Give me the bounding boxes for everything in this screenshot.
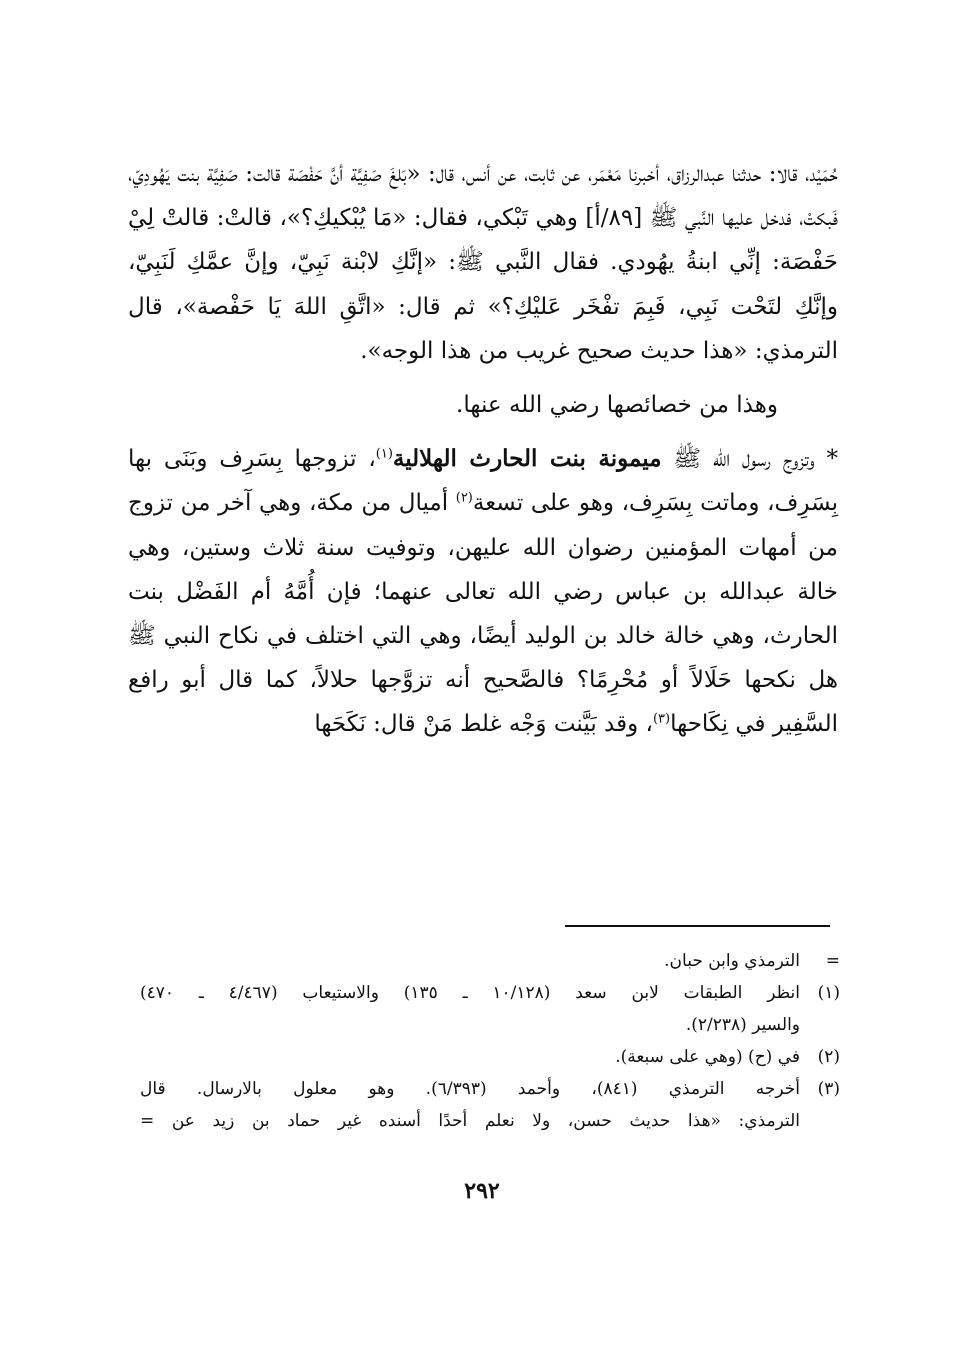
footnote-continuation-mark: =: [825, 951, 840, 971]
main-text: [128, 152, 838, 747]
footnote-3-text: [140, 1073, 800, 1137]
footnote-continuation-text: الترمذي وابن حبان.: [664, 951, 800, 971]
footnote-2-text: في (ح) (وهي على سبعة).: [615, 1047, 800, 1067]
footnote-1-text: [140, 977, 800, 1041]
section-text-part4: ، وقد بَيَّنت وَجْه غلط مَنْ قال: نَكَحَها: [314, 711, 653, 738]
section-star: *: [814, 446, 838, 473]
footnote-3-mark: (٣): [817, 1079, 840, 1099]
footnote-ref-1: (١): [375, 446, 393, 462]
section-heading-name: ميمونة بنت الحارث الهلالية: [392, 445, 662, 473]
footnote-ref-2: (٢): [455, 490, 473, 506]
paragraph-maymuna: [128, 437, 838, 746]
footnote-3-line-2: الترمذي: «هذا حديث حسن، ولا نعلم أحدًا أسنده غير حماد بن زيد عن =: [140, 1111, 800, 1131]
footnote-1-mark: (١): [817, 983, 840, 1003]
footnote-separator: [565, 925, 830, 927]
footnotes: [140, 945, 840, 1137]
paragraph-khasais: وهذا من خصائصها رضي الله عنها.: [456, 392, 778, 419]
footnote-1-line-2: والسير (٢/٢٣٨).: [685, 1015, 800, 1035]
page-number: ٢٩٢: [464, 1178, 500, 1204]
paragraph-hadith: حُمَيْد، قالا: حدثنا عبدالرزاق، أخبرنا مَعْمَر، عن ثابت، عن أنس، قال: «بَلغَ صَفِيَّة أنَّ حَفْصَة قالت: صَفِيَّة بنت يَهُودِيّ، فَبكتْ، فدخل عليها النَّبي ﷺ [٨٩/أ] وهي تَبْكي، فقال: «مَا يُبْكيكِ؟»، قالتْ: قالتْ لِيْ حَفْصَة: إنِّي ابنةُ يهُودي. فقال النَّبي ﷺ: «إنَّكِ لابْنة نَبِيّ، وإنَّ عمَّكِ لَنَبِيّ، وإنَّكِ لتَحْت نَبِي، فَبِمَ تفْخَر عَليْكِ؟» ثم قال: «اتَّقِ اللهَ يَا حَفْصة»، قال الترمذي: «هذا حديث صحيح غريب من هذا الوجه».: [128, 161, 838, 364]
section-text-part3: أميال من مكة، وهي آخر من تزوج من أمهات المؤمنين رضوان الله عليهن، وتوفيت سنة ثلاث وستين، وهي خالة عبدالله بن عباس رضي الله تعالى عنهما؛ فإن أُمَّهُ أم الفَضْل بنت الحارث، وهي خالة خالد بن الوليد أيضًا، وهي التي اختلف في نكاح النبي ﷺ هل نكحها حَلَالاً أو مُحْرِمًا؟ فالصَّحيح أنه تزوَّجها حلالاً، كما قال أبو رافع السَّفِير في نِكَاحها: [128, 490, 838, 738]
footnote-1-line-1: انظر الطبقات لابن سعد (١٠/١٢٨ ـ ١٣٥) والاستيعاب (٤/٤٦٧ ـ ٤٧٠): [140, 983, 800, 1003]
footnote-3: [140, 1073, 840, 1137]
section-text-part2: ، تزوجها بِسَرِف وبَنَى بها بِسَرِف، وماتت بِسَرِف، وهو على تسعة: [128, 446, 838, 517]
footnote-continuation: [140, 945, 840, 977]
section-intro: وتزوج رسول الله ﷺ: [661, 446, 815, 473]
footnote-3-line-1: أخرجه الترمذي (٨٤١)، وأحمد (٦/٣٩٣). وهو معلول بالارسال. قال: [140, 1079, 800, 1099]
footnote-ref-3: (٣): [652, 711, 671, 727]
footnote-1: [140, 977, 840, 1041]
footnote-2: [140, 1041, 840, 1073]
footnote-2-mark: (٢): [817, 1047, 840, 1067]
